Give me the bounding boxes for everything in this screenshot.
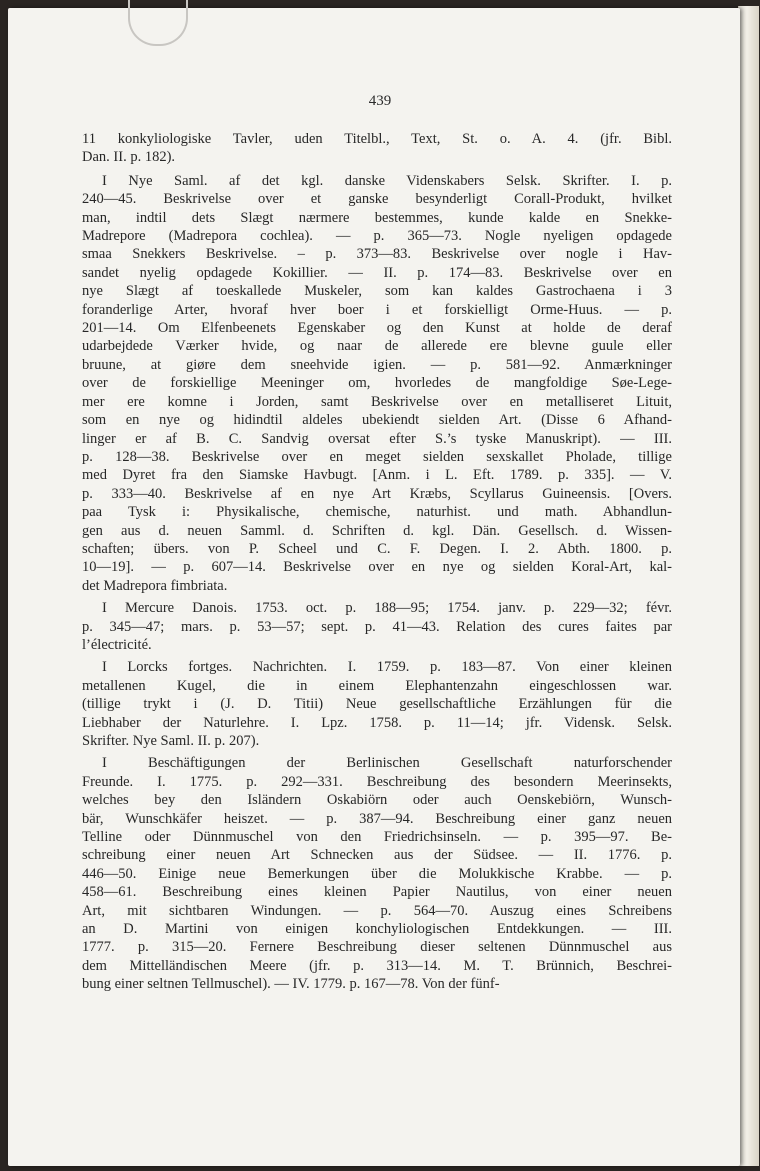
text-line: sandet nyelig opdagede Kokillier. — II. p. 174—83. Beskrivelse over en bbox=[82, 264, 672, 281]
text-line: l’électricité. bbox=[82, 636, 152, 653]
text-line: dem Mittelländischen Meere (jfr. p. 313—14. M. T. Brünnich, Beschrei- bbox=[82, 957, 672, 974]
text-line: gen aus d. neuen Samml. d. Schriften d. kgl. Dän. Gesellsch. d. Wissen- bbox=[82, 522, 672, 539]
text-line: Telline oder Dünnmuschel von den Friedrichsinseln. — p. 395—97. Be- bbox=[82, 829, 672, 846]
text-line: bung einer seltnen Tellmuschel). — IV. 1779. p. 167—78. Von der fünf- bbox=[82, 976, 500, 993]
text-line: mer ere komne i Jorden, samt Beskrivelse over en metalliseret Lituit, bbox=[82, 393, 672, 410]
text-line: 11 konkyliologiske Tavler, uden Titelbl., Text, St. o. A. 4. (jfr. Bibl. bbox=[82, 131, 672, 147]
text-line: Madrepore (Madrepora cochlea). — p. 365—73. Nogle nyeligen opdagede bbox=[82, 228, 672, 245]
text-line: metallenen Kugel, die in einem Elephantenzahn eingeschlossen war. bbox=[82, 677, 672, 694]
text-line: Dan. II. p. 182). bbox=[82, 149, 176, 166]
text-line: Liebhaber der Naturlehre. I. Lpz. 1758. p. 11—14; jfr. Vidensk. Selsk. bbox=[82, 714, 672, 731]
text-line: 10—19]. — p. 607—14. Beskrivelse over en nye og sielden Koral-Art, kal- bbox=[82, 559, 672, 576]
text-line: udarbejdede Værker hvide, og naar de allerede ere blevne guule eller bbox=[82, 338, 672, 355]
paragraph-p2 bbox=[82, 599, 672, 654]
paragraph-p3 bbox=[82, 658, 672, 750]
text-line: an D. Martini von einigen konchyliologischen Entdekkungen. — III. bbox=[82, 921, 672, 938]
paragraph-p4 bbox=[82, 754, 672, 993]
paragraph-p0 bbox=[82, 130, 672, 167]
text-line: 240—45. Beskrivelse over et ganske besynderligt Corall-Produkt, hvilket bbox=[82, 191, 672, 208]
page-number: 439 bbox=[368, 93, 392, 109]
text-line: p. 128—38. Beskrivelse over en meget sielden sexskallet Pholade, tillige bbox=[82, 448, 672, 465]
text-line: I Mercure Danois. 1753. oct. p. 188—95; 1754. janv. p. 229—32; févr. bbox=[102, 600, 672, 617]
text-line: Art, mit sichtbaren Windungen. — p. 564—70. Auszug eines Schreibens bbox=[82, 902, 672, 919]
text-line: linger er af B. C. Sandvig oversat efter S.’s tyske Manuskript). — III. bbox=[82, 430, 672, 447]
text-line: paa Tysk i: Physikalische, chemische, naturhist. und math. Abhandlun- bbox=[82, 504, 672, 521]
text-line: smaa Snekkers Beskrivelse. – p. 373—83. Beskrivelse over nogle i Hav- bbox=[82, 246, 672, 263]
text-line: 201—14. Om Elfenbeenets Egenskaber og den Kunst at holde de deraf bbox=[82, 320, 672, 337]
text-line: med Dyret fra den Siamske Havbugt. [Anm. i L. Eft. 1789. p. 335]. — V. bbox=[82, 467, 672, 484]
text-line: schaften; übers. von P. Scheel und C. F. Degen. I. 2. Abth. 1800. p. bbox=[82, 540, 672, 557]
text-line: det Madrepora fimbriata. bbox=[82, 577, 228, 594]
text-line: I Beschäftigungen der Berlinischen Gesellschaft naturforschender bbox=[102, 755, 672, 772]
text-line: schreibung einer neuen Art Schnecken aus der Südsee. — II. 1776. p. bbox=[82, 847, 672, 864]
text-line: bruune, at giøre dem sneehvide igien. — p. 581—92. Anmærkninger bbox=[82, 356, 672, 373]
text-line: nye Slægt af toeskallede Muskeler, som kan kaldes Gastrochaena i 3 bbox=[82, 283, 672, 300]
text-line: som en nye og hidindtil aldeles ubekiendt sielden Art. (Disse 6 Afhand- bbox=[82, 412, 672, 429]
text-line: (tillige trykt i (J. D. Titii) Neue gesellschaftliche Erzählungen für die bbox=[82, 696, 672, 713]
text-line: welches bey den Isländern Oskabiörn oder auch Oenskebiörn, Wunsch- bbox=[82, 792, 672, 809]
text-line: 458—61. Beschreibung eines kleinen Papier Nautilus, von einer neuen bbox=[82, 884, 672, 901]
paragraph-p1 bbox=[82, 172, 672, 595]
text-line: I Lorcks fortges. Nachrichten. I. 1759. p. 183—87. Von einer kleinen bbox=[102, 659, 672, 676]
text-line: man, indtil dets Slægt nærmere bestemmes, kunde kalde en Snekke- bbox=[82, 209, 672, 226]
text-line: bär, Wunschkäfer heiszet. — p. 387—94. Beschreibung einer ganz neuen bbox=[82, 810, 672, 827]
text-line: p. 345—47; mars. p. 53—57; sept. p. 41—43. Relation des cures faites par bbox=[82, 618, 672, 635]
text-line: foranderlige Arter, hvoraf hver boer i et forskielligt Orme-Huus. — p. bbox=[82, 301, 672, 318]
text-line: 446—50. Einige neue Bemerkungen über die Molukkische Krabbe. — p. bbox=[82, 865, 672, 882]
text-line: Skrifter. Nye Saml. II. p. 207). bbox=[82, 733, 260, 749]
text-line: I Nye Saml. af det kgl. danske Videnskabers Selsk. Skrifter. I. p. bbox=[102, 172, 672, 189]
text-line: p. 333—40. Beskrivelse af en nye Art Kræbs, Scyllarus Guineensis. [Overs. bbox=[82, 485, 672, 502]
page-edge bbox=[738, 6, 759, 1166]
text-line: Freunde. I. 1775. p. 292—331. Beschreibung des besondern Meerinsekts, bbox=[82, 773, 672, 790]
text-body bbox=[82, 130, 672, 998]
text-line: over de forskiellige Meeninger om, hvorledes de mangfoldige Søe-Lege- bbox=[82, 375, 672, 392]
text-line: 1777. p. 315—20. Fernere Beschreibung dieser seltenen Dünnmuschel aus bbox=[82, 939, 672, 956]
